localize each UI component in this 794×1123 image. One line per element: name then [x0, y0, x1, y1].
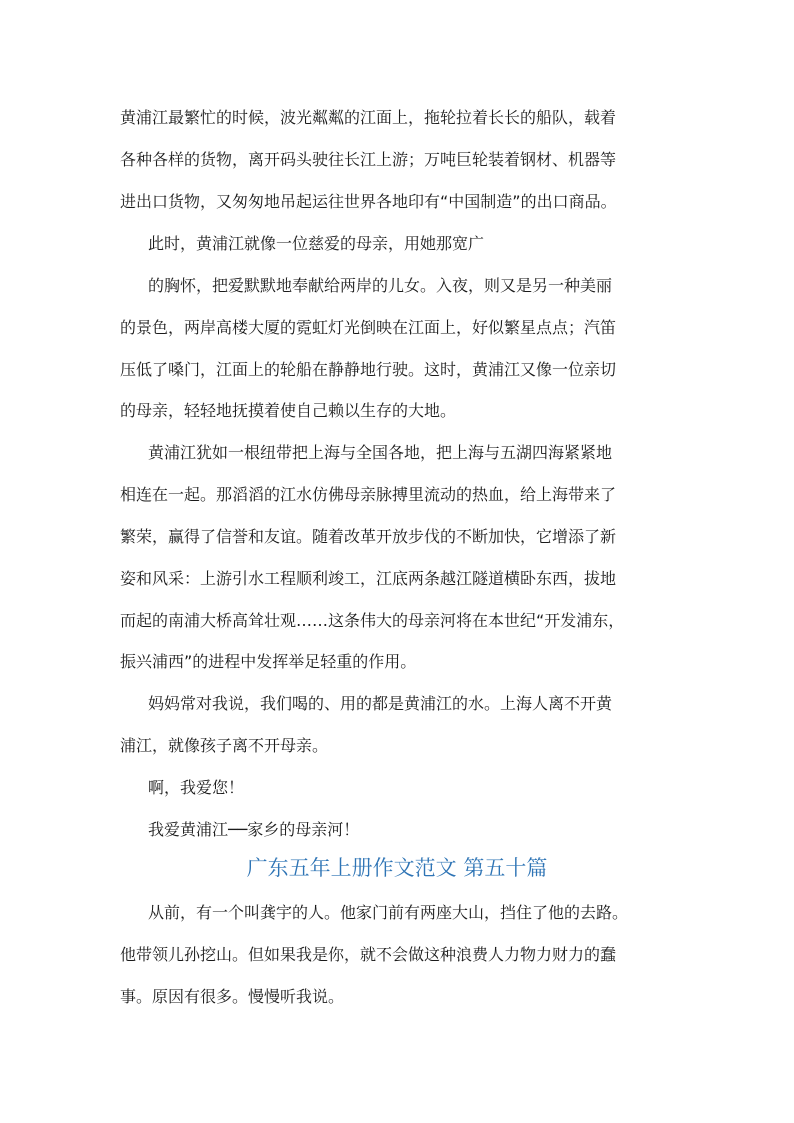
text-line: 他带领儿孙挖山。但如果我是你，就不会做这种浪费人力物力财力的蠢	[120, 945, 617, 964]
text-line: 浦江，就像孩子离不开母亲。	[120, 736, 329, 755]
section-heading: 广东五年上册作文范文 第五十篇	[246, 856, 548, 880]
text-line: 的胸怀，把爱默默地奉献给两岸的儿女。入夜，则又是另一种美丽	[148, 276, 613, 295]
text-line: 而起的南浦大桥高耸壮观……这条伟大的母亲河将在本世纪“开发浦东，	[120, 611, 625, 630]
text-line: 振兴浦西”的进程中发挥举足轻重的作用。	[120, 652, 417, 671]
text-line: 啊，我爱您！	[148, 778, 245, 797]
text-line: 从前，有一个叫龚宇的人。他家门前有两座大山，挡住了他的去路。	[148, 903, 629, 922]
text-line: 相连在一起。那滔滔的江水仿佛母亲脉搏里流动的热血，给上海带来了	[120, 485, 617, 504]
text-line: 黄浦江犹如一根纽带把上海与全国各地，把上海与五湖四海紧紧地	[148, 443, 613, 462]
text-line: 压低了嗓门，江面上的轮船在静静地行驶。这时，黄浦江又像一位亲切	[120, 360, 617, 379]
text-line: 姿和风采：上游引水工程顺利竣工，江底两条越江隧道横卧东西，拔地	[120, 569, 617, 588]
text-line: 事。原因有很多。慢慢听我说。	[120, 987, 345, 1006]
text-line: 的母亲，轻轻地抚摸着使自己赖以生存的大地。	[120, 401, 457, 420]
text-line: 我爱黄浦江──家乡的母亲河！	[148, 820, 360, 839]
text-line: 各种各样的货物，离开码头驶往长江上游；万吨巨轮装着钢材、机器等	[120, 150, 617, 169]
text-line: 进出口货物，又匆匆地吊起运往世界各地印有“中国制造”的出口商品。	[120, 192, 617, 211]
text-line: 黄浦江最繁忙的时候，波光粼粼的江面上，拖轮拉着长长的船队，载着	[120, 108, 617, 127]
text-line: 此时，黄浦江就像一位慈爱的母亲，用她那宽广	[148, 234, 485, 253]
text-line: 繁荣，赢得了信誉和友谊。随着改革开放步伐的不断加快，它增添了新	[120, 527, 617, 546]
text-line: 妈妈常对我说，我们喝的、用的都是黄浦江的水。上海人离不开黄	[148, 694, 613, 713]
text-line: 的景色，两岸高楼大厦的霓虹灯光倒映在江面上，好似繁星点点；汽笛	[120, 318, 617, 337]
